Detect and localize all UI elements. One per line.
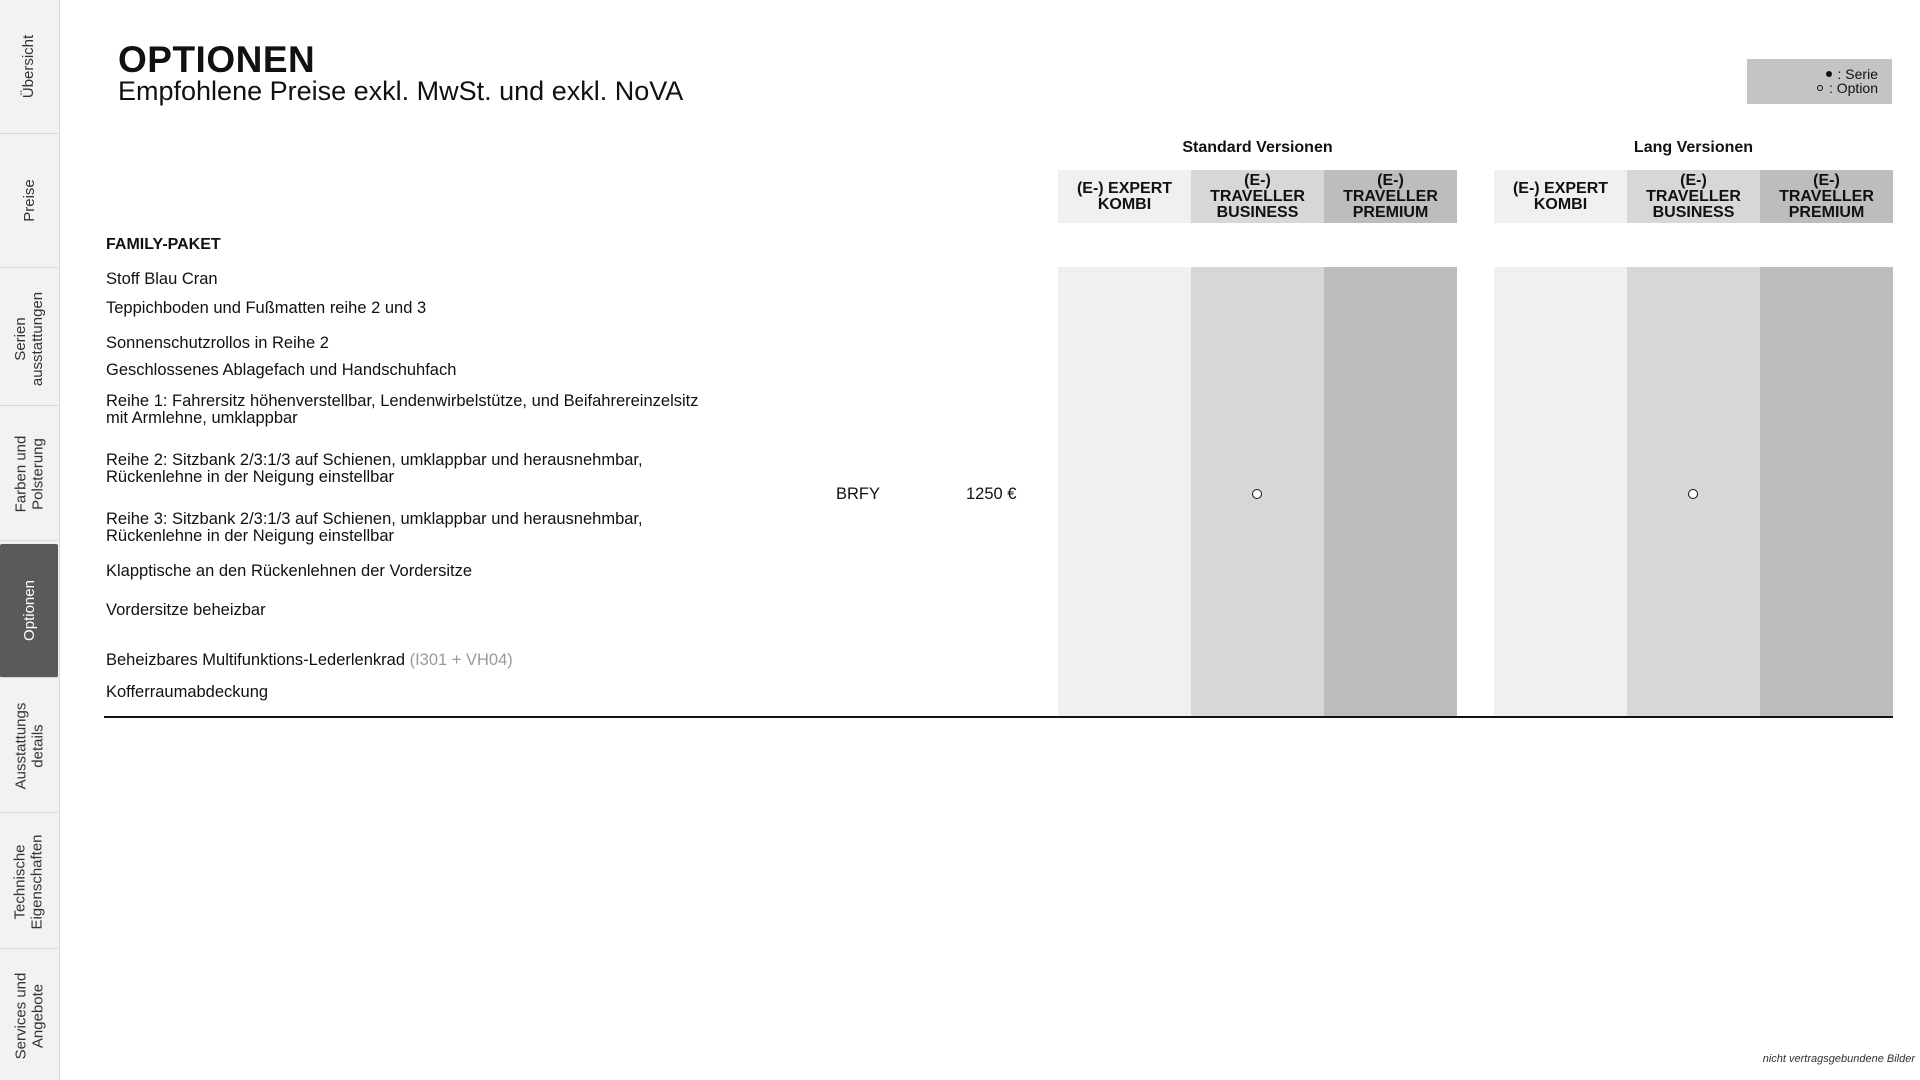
sidebar-item-label: Ausstattungs details: [12, 702, 46, 789]
page-title: OPTIONEN: [118, 39, 316, 80]
sidebar-item-optionen[interactable]: [0, 544, 58, 678]
feature-code-note: (I301 + VH04): [409, 651, 513, 669]
option-marker-lang-traveller-business: [1688, 489, 1698, 499]
option-marker-standard-traveller-business: [1252, 489, 1262, 499]
sidebar-item-ausstattungsdetails[interactable]: [0, 679, 58, 813]
feature-item: Stoff Blau Cran: [106, 270, 218, 288]
legend: [1747, 59, 1892, 104]
feature-item: Reihe 3: Sitzbank 2/3:1/3 auf Schienen, umklappbar und herausnehmbar, Rückenlehne in der Neigung einstellbar: [106, 510, 643, 545]
sidebar-item-services-und-angebote[interactable]: [0, 951, 58, 1080]
feature-item: Teppichboden und Fußmatten reihe 2 und 3: [106, 299, 427, 317]
group-header-lang: Lang Versionen: [1633, 139, 1754, 156]
sidebar-nav: [0, 0, 60, 1080]
column-header-expert-kombi: (E-) EXPERT KOMBI: [1494, 170, 1627, 223]
column-body-lang-expert-kombi: [1494, 267, 1627, 717]
feature-item: Kofferraumabdeckung: [106, 683, 269, 701]
feature-item-label: Beheizbares Multifunktions-Lederlenkrad: [106, 651, 405, 669]
sidebar-item-label: Farben und Polsterung: [12, 435, 47, 512]
filled-dot-icon: [1826, 71, 1832, 77]
legend-serie: [1747, 67, 1878, 81]
option-code: BRFY: [836, 485, 881, 503]
legend-option-label: : Option: [1828, 80, 1878, 96]
sidebar-item-label: Services und Angebote: [12, 972, 46, 1059]
feature-item: Sonnenschutzrollos in Reihe 2: [106, 334, 329, 352]
table-bottom-rule: [104, 716, 1893, 718]
column-header-expert-kombi: (E-) EXPERT KOMBI: [1058, 170, 1191, 223]
column-header-traveller-premium: (E-) TRAVELLER PREMIUM: [1760, 170, 1893, 223]
feature-item: Geschlossenes Ablagefach und Handschuhfach: [106, 361, 457, 379]
footer-note: nicht vertragsgebundene Bilder: [1762, 1053, 1915, 1065]
feature-item: Vordersitze beheizbar: [106, 601, 266, 619]
column-header-traveller-business: (E-) TRAVELLER BUSINESS: [1191, 170, 1324, 223]
section-title-family-paket: FAMILY-PAKET: [106, 236, 221, 253]
column-header-traveller-business: (E-) TRAVELLER BUSINESS: [1627, 170, 1760, 223]
sidebar-item-technische-eigenschaften[interactable]: [0, 815, 58, 949]
sidebar-item-label: Übersicht: [20, 34, 38, 99]
open-dot-icon: [1817, 85, 1823, 91]
column-body-standard-expert-kombi: [1058, 267, 1191, 717]
sidebar-item-label: Optionen: [20, 580, 38, 641]
sidebar-item-serienausstattungen[interactable]: [0, 272, 58, 406]
column-body-lang-traveller-premium: [1760, 267, 1893, 717]
feature-item: Klapptische an den Rückenlehnen der Vordersitze: [106, 562, 472, 580]
sidebar-item-label: Technische Eigenschaften: [12, 833, 47, 930]
legend-option: [1747, 81, 1878, 95]
group-header-standard: Standard Versionen: [1182, 139, 1333, 156]
feature-item: Reihe 2: Sitzbank 2/3:1/3 auf Schienen, umklappbar und herausnehmbar, Rückenlehne in der Neigung einstellbar: [106, 451, 643, 486]
sidebar-item-label: Serien ausstattungen: [12, 291, 46, 386]
feature-item: Reihe 1: Fahrersitz höhenverstellbar, Lendenwirbelstütze, und Beifahrereinzelsitz mit Armlehne, umklappbar: [106, 392, 699, 427]
feature-item-lenkrad: [106, 652, 513, 669]
legend-serie-label: : Serie: [1837, 66, 1878, 82]
sidebar-item-farben-und-polsterung[interactable]: [0, 407, 58, 541]
sidebar-item-uebersicht[interactable]: [0, 0, 58, 134]
option-price: 1250 €: [966, 485, 1017, 503]
column-body-standard-traveller-premium: [1324, 267, 1457, 717]
column-header-traveller-premium: (E-) TRAVELLER PREMIUM: [1324, 170, 1457, 223]
sidebar-item-preise[interactable]: [0, 134, 58, 268]
sidebar-item-label: Preise: [20, 179, 38, 222]
page-subtitle: Empfohlene Preise exkl. MwSt. und exkl. NoVA: [118, 76, 684, 106]
